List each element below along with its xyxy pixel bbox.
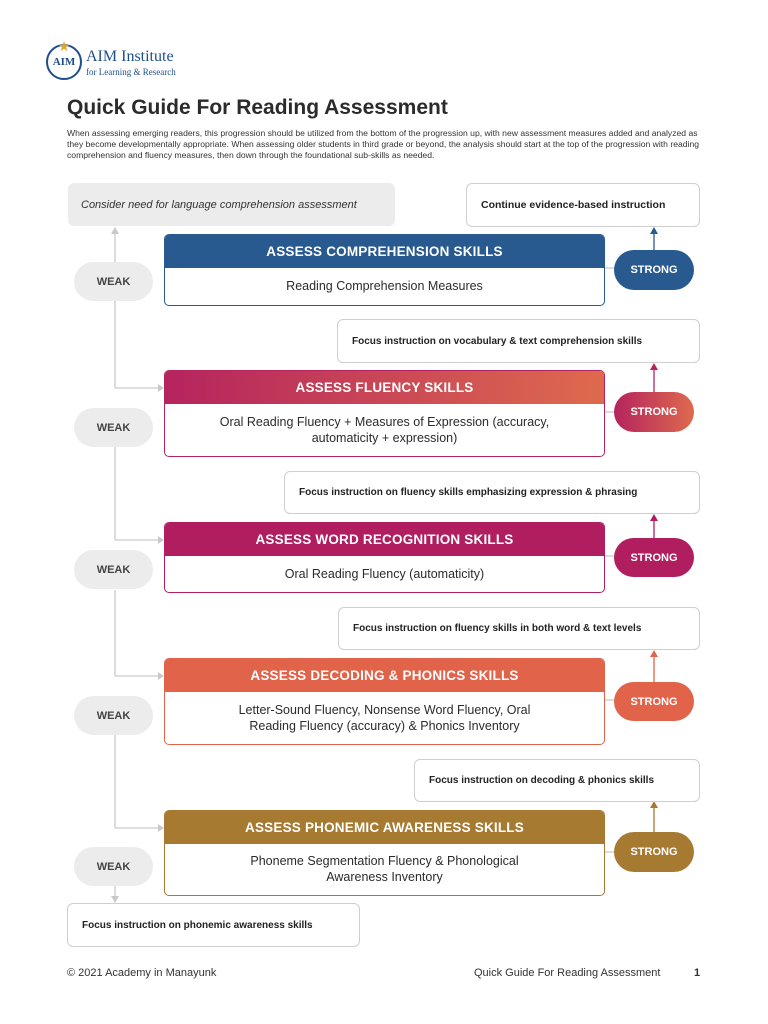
focus-note-fluency-levels: Focus instruction on fluency skills in both word & text levels <box>338 607 700 650</box>
assess-card-fluency <box>164 370 605 457</box>
assess-card-decoding <box>164 658 605 745</box>
assess-card-measures: Phoneme Segmentation Fluency & Phonological Awareness Inventory <box>250 854 519 884</box>
footer-page-number: 1 <box>694 967 701 979</box>
strong-pill: STRONG <box>614 538 694 577</box>
weak-pill: WEAK <box>74 696 153 735</box>
weak-pill: WEAK <box>74 408 153 447</box>
strong-pill: STRONG <box>614 682 694 721</box>
assess-card-measures: Oral Reading Fluency + Measures of Expression (accuracy, automaticity + expression) <box>219 414 550 445</box>
assess-card-measures: Reading Comprehension Measures <box>286 279 483 293</box>
assess-card-heading: ASSESS COMPREHENSION SKILLS <box>165 235 604 268</box>
footer-doc-title: Quick Guide For Reading Assessment <box>474 967 661 979</box>
focus-note-comprehension: Continue evidence-based instruction <box>466 183 700 227</box>
weak-pill: WEAK <box>74 262 153 301</box>
assess-card-measures: Oral Reading Fluency (automaticity) <box>284 566 485 581</box>
footer-copyright: © 2021 Academy in Manayunk <box>67 967 217 979</box>
assess-card-comprehension <box>164 234 605 306</box>
assess-card-heading: ASSESS FLUENCY SKILLS <box>165 371 604 404</box>
assess-card-heading: ASSESS PHONEMIC AWARENESS SKILLS <box>165 811 604 844</box>
page-title: Quick Guide For Reading Assessment <box>67 96 448 119</box>
assess-card-measures: Letter-Sound Fluency, Nonsense Word Fluency, Oral Reading Fluency (accuracy) & Phonics Inventory <box>238 702 531 733</box>
assess-card-word-recognition <box>164 522 605 593</box>
intro-paragraph: When assessing emerging readers, this progression should be utilized from the bottom of the progression up, with new assessment measures added and analyzed as they become developmentally appropriate. When assessing older students in third grade or beyond, the analysis should start at the top of the progression with reading comprehension and fluency measures, then down through the foundational sub-skills as needed. <box>67 128 700 160</box>
focus-note-phonemic: Focus instruction on phonemic awareness skills <box>67 903 360 947</box>
strong-pill: STRONG <box>614 392 694 432</box>
logo-name: AIM Institute <box>86 48 174 65</box>
weak-pill: WEAK <box>74 550 153 589</box>
focus-note-decoding: Focus instruction on decoding & phonics skills <box>414 759 700 802</box>
language-comprehension-note: Consider need for language comprehension assessment <box>68 183 395 226</box>
strong-pill: STRONG <box>614 250 694 290</box>
star-icon: ★ <box>57 38 71 54</box>
focus-note-vocabulary: Focus instruction on vocabulary & text comprehension skills <box>337 319 700 363</box>
weak-pill: WEAK <box>74 847 153 886</box>
assess-card-phonemic <box>164 810 605 896</box>
strong-pill: STRONG <box>614 832 694 872</box>
focus-note-expression: Focus instruction on fluency skills emphasizing expression & phrasing <box>284 471 700 514</box>
assess-card-heading: ASSESS WORD RECOGNITION SKILLS <box>165 523 604 556</box>
logo-seal-text: AIM <box>52 56 76 68</box>
logo-tagline: for Learning & Research <box>86 67 176 77</box>
assess-card-heading: ASSESS DECODING & PHONICS SKILLS <box>165 659 604 692</box>
